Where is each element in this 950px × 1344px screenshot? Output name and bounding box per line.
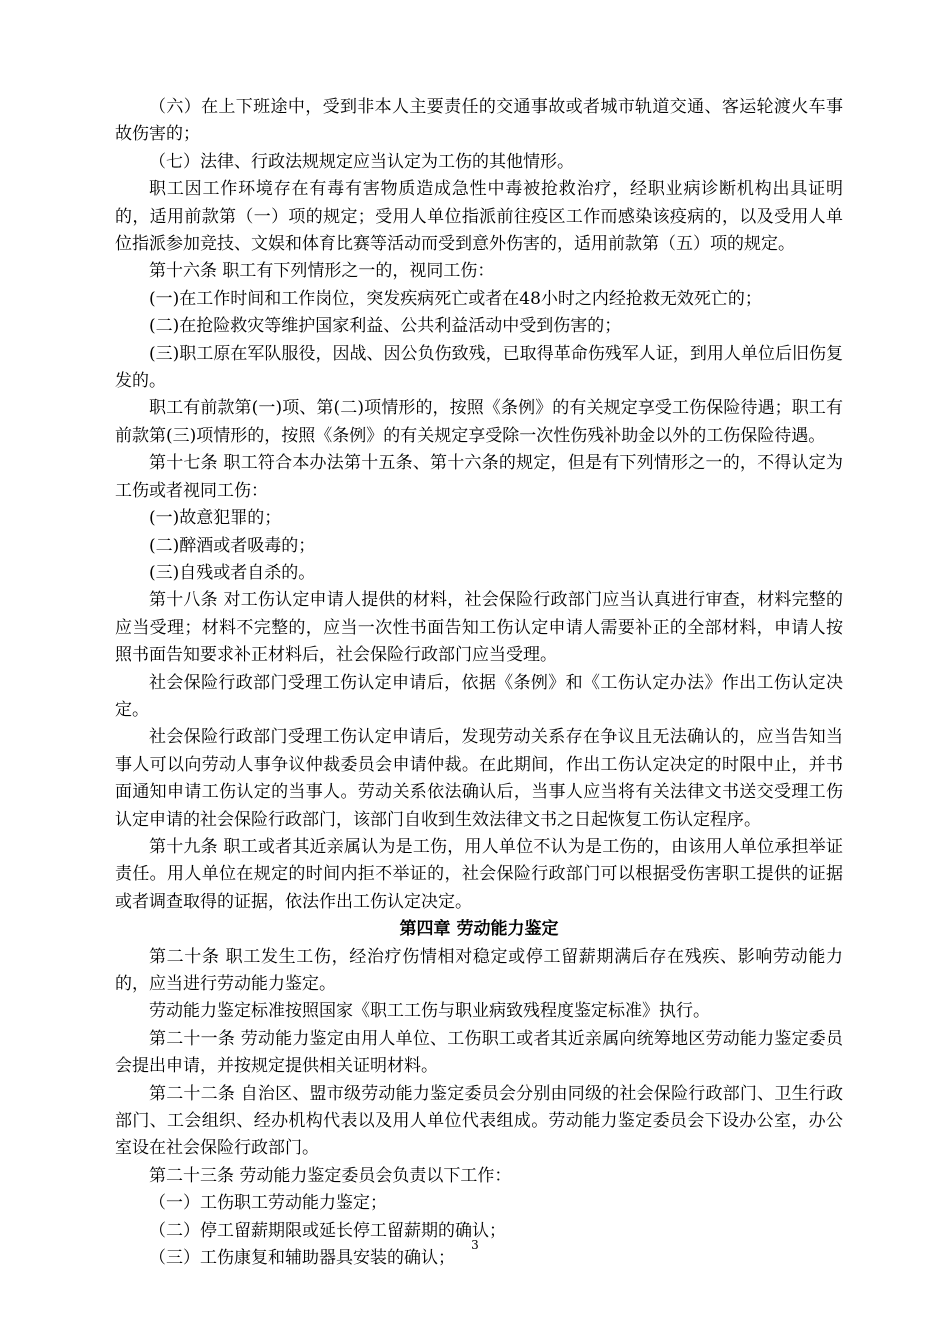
page-number: 3 xyxy=(471,1238,479,1252)
paragraph: 职工因工作环境存在有毒有害物质造成急性中毒被抢救治疗，经职业病诊断机构出具证明的，适用前款第（一）项的规定；受用人单位指派前往疫区工作而感染该疫病的，以及受用人单位指派参加竞技、文娱和体育比赛等活动而受到意外伤害的，适用前款第（五）项的规定。 xyxy=(115,179,843,255)
chapter-heading: 第四章 劳动能力鉴定 xyxy=(399,919,559,940)
paragraph: （七）法律、行政法规规定应当认定为工伤的其他情形。 xyxy=(149,151,574,172)
paragraph: 第二十三条 劳动能力鉴定委员会负责以下工作： xyxy=(149,1165,512,1186)
paragraph: （二）停工留薪期限或延长停工留薪期的确认； xyxy=(149,1220,506,1241)
paragraph: 第十七条 职工符合本办法第十五条、第十六条的规定，但是有下列情形之一的，不得认定为工伤或者视同工伤： xyxy=(115,453,843,501)
paragraph: 第十八条 对工伤认定申请人提供的材料，社会保险行政部门应当认真进行审查，材料完整的应当受理；材料不完整的，应当一次性书面告知工伤认定申请人需要补正的全部材料，申请人按照书面告知要求补正材料后，社会保险行政部门应当受理。 xyxy=(115,590,843,666)
paragraph: 劳动能力鉴定标准按照国家《职工工伤与职业病致残程度鉴定标准》执行。 xyxy=(149,1001,710,1022)
paragraph: (三)职工原在军队服役，因战、因公负伤致残，已取得革命伤残军人证，到用人单位后旧伤复发的。 xyxy=(115,343,843,392)
paragraph: 第二十条 职工发生工伤，经治疗伤情相对稳定或停工留薪期满后存在残疾、影响劳动能力的，应当进行劳动能力鉴定。 xyxy=(115,946,843,994)
paragraph: 社会保险行政部门受理工伤认定申请后，发现劳动关系存在争议且无法确认的，应当告知当事人可以向劳动人事争议仲裁委员会申请仲裁。在此期间，作出工伤认定决定的时限中止，并书面通知申请工伤认定的当事人。劳动关系依法确认后，当事人应当将有关法律文书送交受理工伤认定申请的社会保险行政部门，该部门自收到生效法律文书之日起恢复工伤认定程序。 xyxy=(115,727,843,830)
paragraph: (三)自残或者自杀的。 xyxy=(149,562,316,583)
paragraph: (二)在抢险救灾等维护国家利益、公共利益活动中受到伤害的； xyxy=(149,316,622,337)
paragraph: 第二十二条 自治区、盟市级劳动能力鉴定委员会分别由同级的社会保险行政部门、卫生行政部门、工会组织、经办机构代表以及用人单位代表组成。劳动能力鉴定委员会下设办公室，办公室设在社会保险行政部门。 xyxy=(115,1083,843,1159)
paragraph: （一）工伤职工劳动能力鉴定； xyxy=(149,1193,387,1214)
paragraph: （六）在上下班途中，受到非本人主要责任的交通事故或者城市轨道交通、客运轮渡火车事故伤害的； xyxy=(115,97,843,145)
paragraph: (二)醉酒或者吸毒的； xyxy=(149,535,316,556)
paragraph: (一)故意犯罪的； xyxy=(149,508,282,529)
paragraph: 第十九条 职工或者其近亲属认为是工伤，用人单位不认为是工伤的，由该用人单位承担举证责任。用人单位在规定的时间内拒不举证的，社会保险行政部门可以根据受伤害职工提供的证据或者调查取得的证据，依法作出工伤认定决定。 xyxy=(115,836,843,912)
paragraph: （三）工伤康复和辅助器具安装的确认； xyxy=(149,1248,455,1269)
paragraph: (一)在工作时间和工作岗位，突发疾病死亡或者在48小时之内经抢救无效死亡的； xyxy=(149,288,762,309)
paragraph: 第十六条 职工有下列情形之一的，视同工伤： xyxy=(149,261,495,282)
paragraph: 职工有前款第(一)项、第(二)项情形的，按照《条例》的有关规定享受工伤保险待遇；职工有前款第(三)项情形的，按照《条例》的有关规定享受除一次性伤残补助金以外的工伤保险待遇。 xyxy=(115,398,843,446)
paragraph: 第二十一条 劳动能力鉴定由用人单位、工伤职工或者其近亲属向统筹地区劳动能力鉴定委员会提出申请，并按规定提供相关证明材料。 xyxy=(115,1028,843,1077)
paragraph: 社会保险行政部门受理工伤认定申请后，依据《条例》和《工伤认定办法》作出工伤认定决定。 xyxy=(115,672,843,720)
document-page xyxy=(115,94,843,1272)
